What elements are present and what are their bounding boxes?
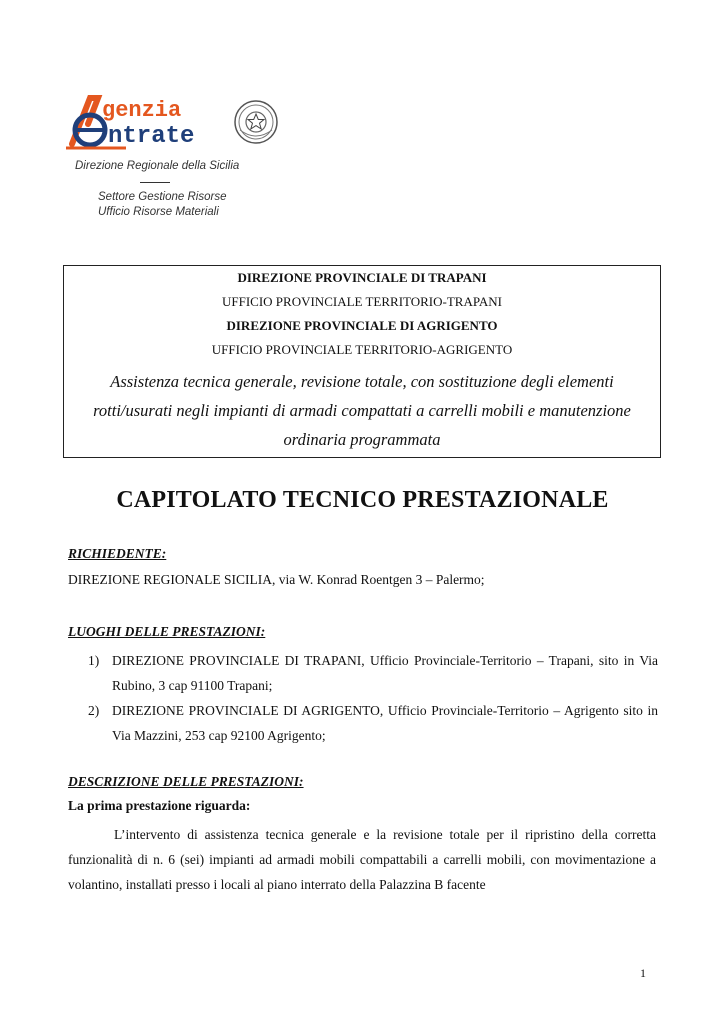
office-block	[98, 190, 226, 220]
subject-box	[63, 265, 661, 458]
box-line-1: DIREZIONE PROVINCIALE DI TRAPANI	[237, 270, 487, 285]
settore-label: Settore Gestione Risorse	[98, 191, 227, 203]
list-item	[88, 648, 658, 698]
descrizione-paragraph: L’intervento di assistenza tecnica generale e la revisione totale per il ripristino della corretta funzionalità di n. 6 (sei) impianti ad armadi mobili compattabili a carrelli mobili, con movimentazione a volantino, installati presso i locali al piano interrato della Palazzina B facente	[68, 827, 656, 892]
luoghi-label: LUOGHI DELLE PRESTAZIONI:	[68, 624, 266, 639]
box-description: Assistenza tecnica generale, revisione totale, con sostituzione degli elementi rotti/usurati negli impianti di armadi compattati a carrelli mobili e manutenzione ordinaria programmata	[93, 372, 631, 449]
regional-direction-label: Direzione Regionale della Sicilia	[75, 160, 240, 172]
list-item-number: 1)	[88, 653, 100, 668]
richiedente-text: DIREZIONE REGIONALE SICILIA, via W. Konrad Roentgen 3 – Palermo;	[68, 572, 485, 587]
list-item-text: DIREZIONE PROVINCIALE DI TRAPANI, Ufficio Provinciale-Territorio – Trapani, sito in Via Rubino, 3 cap 91100 Trapani;	[112, 653, 658, 693]
richiedente-label: RICHIEDENTE:	[68, 546, 167, 561]
box-line-2: UFFICIO PROVINCIALE TERRITORIO-TRAPANI	[221, 294, 502, 309]
italian-republic-emblem-icon	[235, 101, 277, 143]
list-item	[88, 698, 658, 748]
document-title: CAPITOLATO TECNICO PRESTAZIONALE	[116, 487, 609, 513]
logo-word-ntrate: ntrate	[108, 123, 195, 150]
list-item-number: 2)	[88, 703, 100, 718]
luoghi-list	[88, 648, 658, 748]
list-item-text: DIREZIONE PROVINCIALE DI AGRIGENTO, Ufficio Provinciale-Territorio – Agrigento sito in Via Mazzini, 253 cap 92100 Agrigento;	[112, 703, 658, 743]
logo-word-genzia: genzia	[102, 98, 182, 123]
ufficio-label: Ufficio Risorse Materiali	[98, 206, 219, 218]
box-line-4: UFFICIO PROVINCIALE TERRITORIO-AGRIGENTO	[211, 342, 513, 357]
header-divider	[140, 182, 170, 183]
page-number: 1	[640, 966, 646, 980]
descrizione-label: DESCRIZIONE DELLE PRESTAZIONI:	[68, 774, 304, 789]
descrizione-subheading: La prima prestazione riguarda:	[68, 798, 251, 813]
agenzia-entrate-logo	[66, 92, 281, 152]
box-line-3: DIREZIONE PROVINCIALE DI AGRIGENTO	[226, 318, 498, 333]
